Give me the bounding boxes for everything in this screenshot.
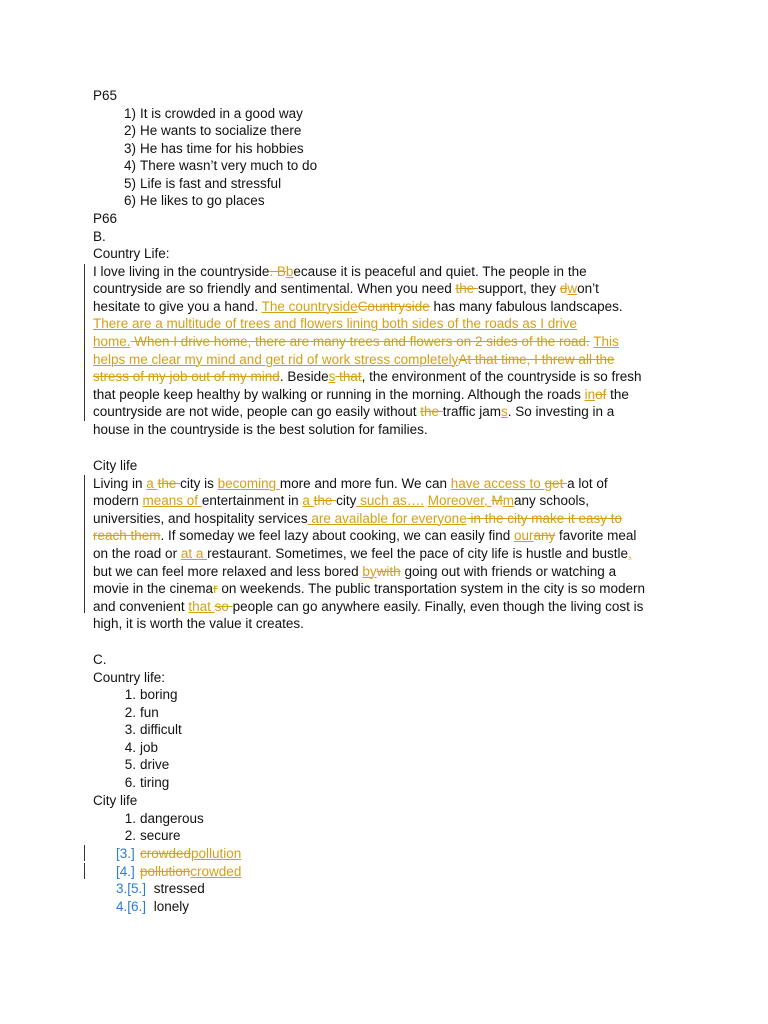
body-text: , the environment of the countryside is so fresh (361, 369, 642, 385)
change-bar (84, 264, 85, 421)
body-text: countryside are not wide, people can go easily without (93, 404, 421, 420)
body-text: house in the countryside is the best solution for families. (93, 421, 428, 437)
paragraph-line (93, 351, 614, 369)
inserted-text: , (628, 545, 632, 561)
list-text: lonely (153, 898, 190, 914)
inserted-text: helps me clear my mind and get rid of work stress completely (93, 351, 459, 367)
body-text: has many fabulous landscapes. (429, 298, 623, 314)
body-text: I love living in the countryside (93, 263, 270, 279)
body-text: favorite meal (555, 528, 637, 544)
inserted-text: The countryside (261, 298, 358, 314)
section-c-label: C. (93, 652, 107, 667)
inserted-text: pollution (191, 846, 242, 861)
field-number: 4.[6.] (116, 898, 150, 914)
deleted-text: the (420, 404, 443, 420)
deleted-text: r (213, 581, 218, 597)
list-text: boring (140, 687, 178, 702)
deleted-text: When I drive home, there are many trees and flowers on 2 sides of the road. (130, 333, 590, 349)
paragraph-line (93, 527, 636, 545)
list-number: 3) (123, 140, 136, 156)
body-text: entertainment in (201, 493, 303, 509)
list-text: stressed (153, 881, 205, 896)
body-text: universities, and hospitality services (93, 510, 308, 526)
list-text: difficult (140, 722, 182, 737)
deleted-text: the (157, 475, 181, 491)
list-number: 4. (124, 739, 136, 755)
paragraph-line (93, 403, 614, 421)
list-number: 5) (123, 175, 136, 191)
inserted-text: m (502, 493, 514, 509)
paragraph-line (93, 315, 577, 333)
inserted-text: by (362, 563, 377, 579)
paragraph-line (93, 510, 622, 528)
body-text: countryside are so friendly and sentimental. When you need (93, 281, 456, 297)
list-text: secure (140, 828, 181, 843)
list-number: 2. (124, 828, 136, 843)
inserted-text: b (285, 263, 294, 279)
body-text: a lot of (567, 475, 608, 491)
deleted-text: . B (269, 263, 286, 279)
city-life-heading: City life (93, 458, 138, 473)
paragraph-line (93, 615, 304, 633)
body-text: that people keep healthy by walking or running in the morning. Although the roads (93, 386, 585, 402)
body-text: city is (180, 475, 218, 491)
body-text: more and more fun. We can (279, 475, 451, 491)
list-text: He has time for his hobbies (140, 140, 304, 156)
change-bar (84, 845, 85, 861)
inserted-text: means of (142, 493, 202, 509)
body-text: traffic jam (442, 404, 501, 420)
paragraph-line (93, 475, 608, 493)
list-number: 1) (123, 105, 136, 121)
list-text: tiring (140, 774, 170, 790)
inserted-text: s (328, 369, 336, 385)
deleted-text: in the city make it easy to (466, 510, 623, 526)
inserted-text: This (593, 333, 619, 349)
body-text: any schools, (514, 493, 590, 509)
deleted-text: that (335, 369, 362, 385)
list-text: dangerous (140, 810, 204, 826)
country-life-heading: Country Life: (93, 246, 170, 261)
field-number: 3.[5.] (116, 881, 150, 896)
deleted-text: the (313, 493, 337, 509)
deleted-text: pollution (140, 863, 191, 879)
body-text: Living in (93, 475, 147, 491)
inserted-text: s (501, 404, 508, 420)
list-number: 1. (124, 687, 136, 702)
list-number: 6. (124, 774, 136, 790)
list-text: It is crowded in a good way (140, 105, 303, 121)
inserted-text: have access to (450, 475, 545, 491)
list-number: 3. (124, 722, 136, 737)
deleted-text: Countryside (357, 298, 430, 314)
body-text: movie in the cinema (93, 581, 214, 597)
paragraph-line (93, 368, 642, 386)
city-life-c-heading: City life (93, 793, 138, 808)
list-text: There wasn’t very much to do (140, 158, 318, 173)
body-text: high, it is worth the value it creates. (93, 616, 304, 632)
p65-heading: P65 (93, 88, 118, 103)
section-b-label: B. (93, 228, 106, 244)
renumbered-list-item (116, 898, 189, 916)
body-text: . Beside (279, 369, 329, 385)
body-text: going out with friends or watching a (400, 563, 617, 579)
deleted-text: stress of my job out of my mind (93, 369, 280, 385)
paragraph-line (93, 263, 587, 281)
inserted-text: Moreover, (427, 493, 492, 509)
field-number: [4.] (116, 863, 135, 879)
p66-heading: P66 (93, 211, 118, 226)
deleted-text: the (455, 281, 478, 297)
body-text: hesitate to give you a hand. (93, 298, 262, 314)
body-text: restaurant. Sometimes, we feel the pace of city life is hustle and bustle (207, 545, 629, 561)
paragraph-line (93, 333, 619, 351)
paragraph-line (93, 492, 589, 510)
paragraph-line (93, 598, 643, 616)
list-number: 2. (124, 704, 136, 720)
deleted-text: reach them (93, 528, 161, 544)
list-number: 4) (123, 158, 136, 173)
deleted-text: d (559, 281, 568, 297)
inserted-text: becoming (217, 475, 280, 491)
inserted-text: our (514, 528, 534, 544)
list-number: 1. (124, 810, 136, 826)
body-text: modern (93, 493, 143, 509)
inserted-text: are available for everyone (307, 510, 467, 526)
deleted-text: At that time, I threw all the (458, 351, 615, 367)
list-number: 5. (124, 757, 136, 772)
inserted-text: home. (93, 333, 131, 349)
deleted-text: get (544, 475, 568, 491)
body-text: ecause it is peaceful and quiet. The people in the (293, 263, 587, 279)
body-text: but we can feel more relaxed and less bored (93, 563, 363, 579)
paragraph-line (93, 580, 645, 598)
body-text: city (336, 493, 357, 509)
body-text: on’t (577, 281, 599, 297)
field-number: [3.] (116, 846, 135, 861)
body-text: the (606, 386, 629, 402)
paragraph-line (93, 545, 632, 563)
inserted-text: in (584, 386, 596, 402)
renumbered-list-item (116, 880, 205, 898)
list-text: drive (140, 757, 170, 772)
deleted-text: crowded (140, 846, 192, 861)
inserted-text: crowded (190, 863, 242, 879)
deleted-text: so (214, 598, 233, 614)
country-life-c-heading: Country life: (93, 669, 166, 685)
paragraph-line (93, 386, 629, 404)
body-text: people can go anywhere easily. Finally, even though the living cost is (232, 598, 644, 614)
inserted-text: that (188, 598, 215, 614)
paragraph-line (93, 298, 623, 316)
deleted-text: of (595, 386, 607, 402)
list-text: job (140, 739, 159, 755)
inserted-text: at a (180, 545, 208, 561)
body-text: on weekends. The public transportation system in the city is so modern (217, 581, 646, 597)
inserted-text: a (302, 493, 314, 509)
body-text: support, they (478, 281, 560, 297)
paragraph-line (93, 421, 428, 439)
inserted-text: There are a multitude of trees and flowers lining both sides of the roads as I drive (93, 316, 578, 332)
inserted-text: such as…. (356, 493, 424, 509)
change-bar (84, 863, 85, 879)
list-number: 6) (123, 193, 136, 208)
change-bar (84, 475, 85, 613)
inserted-text: w (567, 281, 578, 297)
deleted-text: with (376, 563, 401, 579)
list-number: 2) (123, 123, 136, 138)
list-text: He likes to go places (140, 193, 265, 208)
list-text: Life is fast and stressful (140, 175, 282, 191)
list-text: He wants to socialize there (140, 123, 302, 138)
deleted-text: any (533, 528, 556, 544)
body-text: and convenient (93, 598, 189, 614)
body-text: . So investing in a (507, 404, 615, 420)
body-text: . If someday we feel lazy about cooking, we can easily find (160, 528, 514, 544)
deleted-text: M (491, 493, 503, 509)
inserted-text: a (146, 475, 158, 491)
body-text: on the road or (93, 545, 181, 561)
list-text: fun (140, 704, 159, 720)
paragraph-line (93, 280, 599, 298)
paragraph-line (93, 563, 616, 581)
